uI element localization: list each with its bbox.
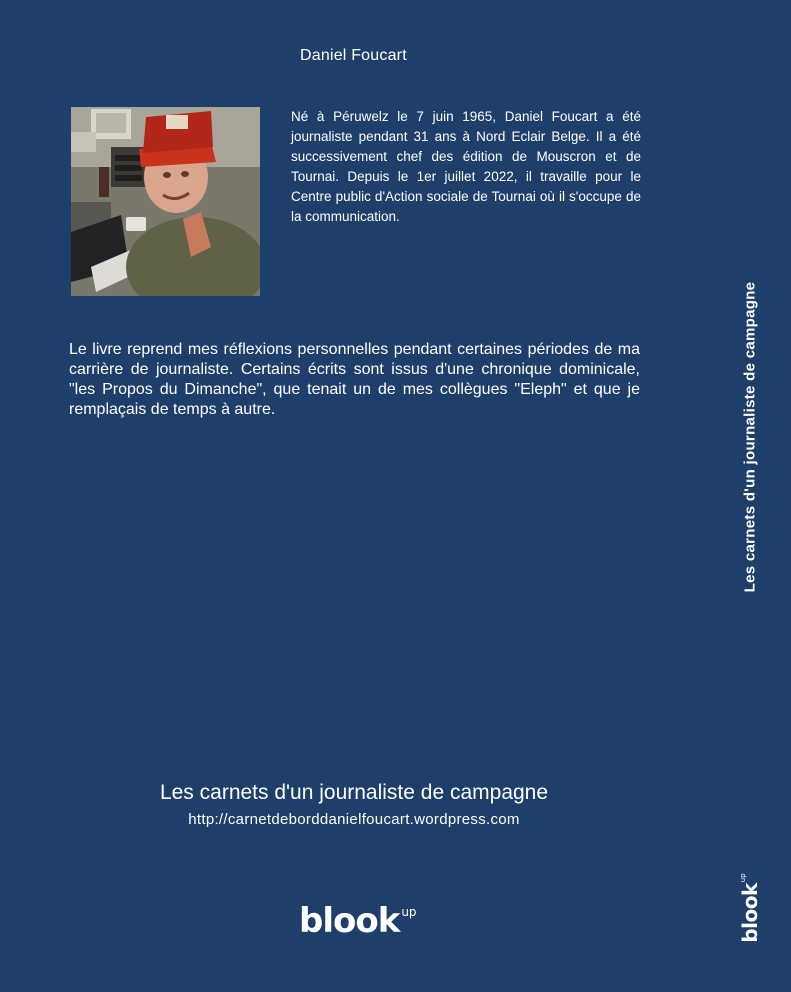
book-title: Les carnets d'un journaliste de campagne (159, 781, 549, 804)
publisher-logo-sup: up (401, 905, 417, 919)
publisher-logo-word: blook (299, 901, 400, 941)
book-url: http://carnetdeborddanielfoucart.wordpress.com (188, 811, 520, 828)
publisher-logo (299, 903, 417, 939)
author-name: Daniel Foucart (300, 47, 407, 64)
spine-logo-word: blook (738, 883, 762, 943)
spine-title: Les carnets d'un journaliste de campagne (741, 281, 759, 593)
book-description: Le livre reprend mes réflexions personnelles pendant certaines périodes de ma carrière de journaliste. Certains écrits sont issus d'une chronique dominicale, "les Propos du Dimanche", que tenait un de mes collègues "Eleph" et que je remplaçais de temps à autre. (69, 341, 640, 418)
author-bio: Né à Péruwelz le 7 juin 1965, Daniel Foucart a été journaliste pendant 31 ans à Nord Eclair Belge. Il a été successivement chef des édition de Mouscron et de Tournai. Depuis le 1er juillet 2022, il travaille pour le Centre public d'Action sociale de Tournai où il s'occupe de la communication. (291, 109, 641, 224)
spine-publisher-logo (739, 873, 761, 942)
author-photo (71, 107, 260, 296)
spine-logo-sup: up (739, 873, 747, 883)
